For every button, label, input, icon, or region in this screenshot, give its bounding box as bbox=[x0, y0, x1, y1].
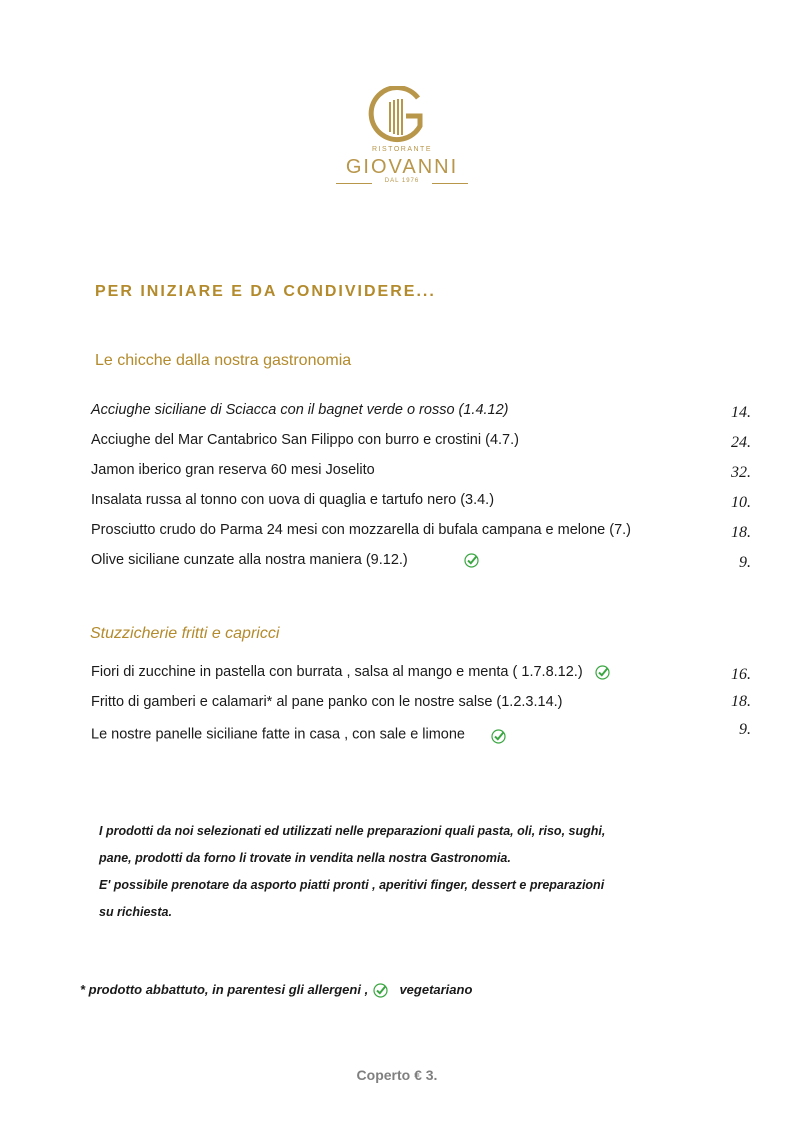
menu-item-name bbox=[91, 552, 479, 568]
group-title-stuzzicherie: Stuzzicherie fritti e capricci bbox=[90, 625, 280, 642]
note-line: I prodotti da noi selezionati ed utilizzati nelle preparazioni quali pasta, oli, riso, sughi, bbox=[99, 824, 606, 838]
menu-item-price: 14. bbox=[731, 404, 751, 421]
menu-item bbox=[91, 694, 751, 718]
menu-item bbox=[91, 432, 751, 456]
note-line: pane, prodotti da forno li trovate in vendita nella nostra Gastronomia. bbox=[99, 851, 511, 865]
footnote-text: * prodotto abbattuto, in parentesi gli allergeni , bbox=[80, 982, 369, 997]
note-line: E' possibile prenotare da asporto piatti pronti , aperitivi finger, dessert e preparazioni bbox=[99, 878, 605, 892]
vegetarian-check-icon bbox=[491, 729, 506, 744]
menu-item-price: 9. bbox=[739, 721, 751, 738]
menu-item bbox=[91, 492, 751, 516]
logo-monogram-g-icon bbox=[330, 86, 474, 146]
menu-item-name-text: Le nostre panelle siciliane fatte in casa , con sale e limone bbox=[91, 726, 465, 743]
menu-item-name-text: Olive siciliane cunzate alla nostra maniera (9.12.) bbox=[91, 552, 408, 568]
logo-line1: RISTORANTE bbox=[372, 146, 432, 153]
menu-item bbox=[91, 402, 751, 426]
section-title: PER INIZIARE E DA CONDIVIDERE... bbox=[95, 283, 436, 300]
menu-item-name: Fritto di gamberi e calamari* al pane panko con le nostre salse (1.2.3.14.) bbox=[91, 694, 563, 710]
menu-item-price: 18. bbox=[731, 524, 751, 541]
group-title-gastronomia: Le chicche dalla nostra gastronomia bbox=[95, 352, 352, 369]
menu-item bbox=[91, 664, 751, 688]
menu-item-name-text: Fiori di zucchine in pastella con burrata , salsa al mango e menta ( 1.7.8.12.) bbox=[91, 664, 583, 680]
menu-item bbox=[91, 552, 751, 576]
menu-item-price: 9. bbox=[739, 554, 751, 571]
menu-item-name bbox=[91, 725, 506, 744]
menu-item-name: Jamon iberico gran reserva 60 mesi Joselito bbox=[91, 462, 375, 478]
menu-item-name: Acciughe siciliane di Sciacca con il bagnet verde o rosso (1.4.12) bbox=[91, 402, 509, 418]
menu-item bbox=[91, 721, 751, 749]
menu-item-name: Prosciutto crudo do Parma 24 mesi con mozzarella di bufala campana e melone (7.) bbox=[91, 522, 631, 538]
note-line: su richiesta. bbox=[99, 905, 172, 919]
menu-item-price: 16. bbox=[731, 666, 751, 683]
menu-item-price: 32. bbox=[731, 464, 751, 481]
menu-item-price: 18. bbox=[731, 693, 751, 710]
footnote-vegetarian-label: vegetariano bbox=[399, 982, 473, 997]
menu-item-price: 10. bbox=[731, 494, 751, 511]
note-block bbox=[99, 818, 699, 926]
menu-item bbox=[91, 462, 751, 486]
vegetarian-check-icon bbox=[373, 983, 388, 998]
menu-item-name: Insalata russa al tonno con uova di quaglia e tartufo nero (3.4.) bbox=[91, 492, 495, 508]
menu-item-price: 24. bbox=[731, 434, 751, 451]
logo-name: GIOVANNI bbox=[345, 156, 459, 178]
restaurant-logo bbox=[330, 86, 474, 190]
footnote bbox=[80, 982, 472, 998]
menu-item bbox=[91, 522, 751, 546]
menu-item-name: Acciughe del Mar Cantabrico San Filippo con burro e crostini (4.7.) bbox=[91, 432, 519, 448]
menu-item-name bbox=[91, 664, 610, 680]
logo-rule-right bbox=[432, 183, 468, 184]
cover-charge: Coperto € 3. bbox=[356, 1067, 438, 1083]
vegetarian-check-icon bbox=[464, 553, 479, 568]
logo-since: DAL 1976 bbox=[384, 178, 420, 184]
vegetarian-check-icon bbox=[595, 665, 610, 680]
